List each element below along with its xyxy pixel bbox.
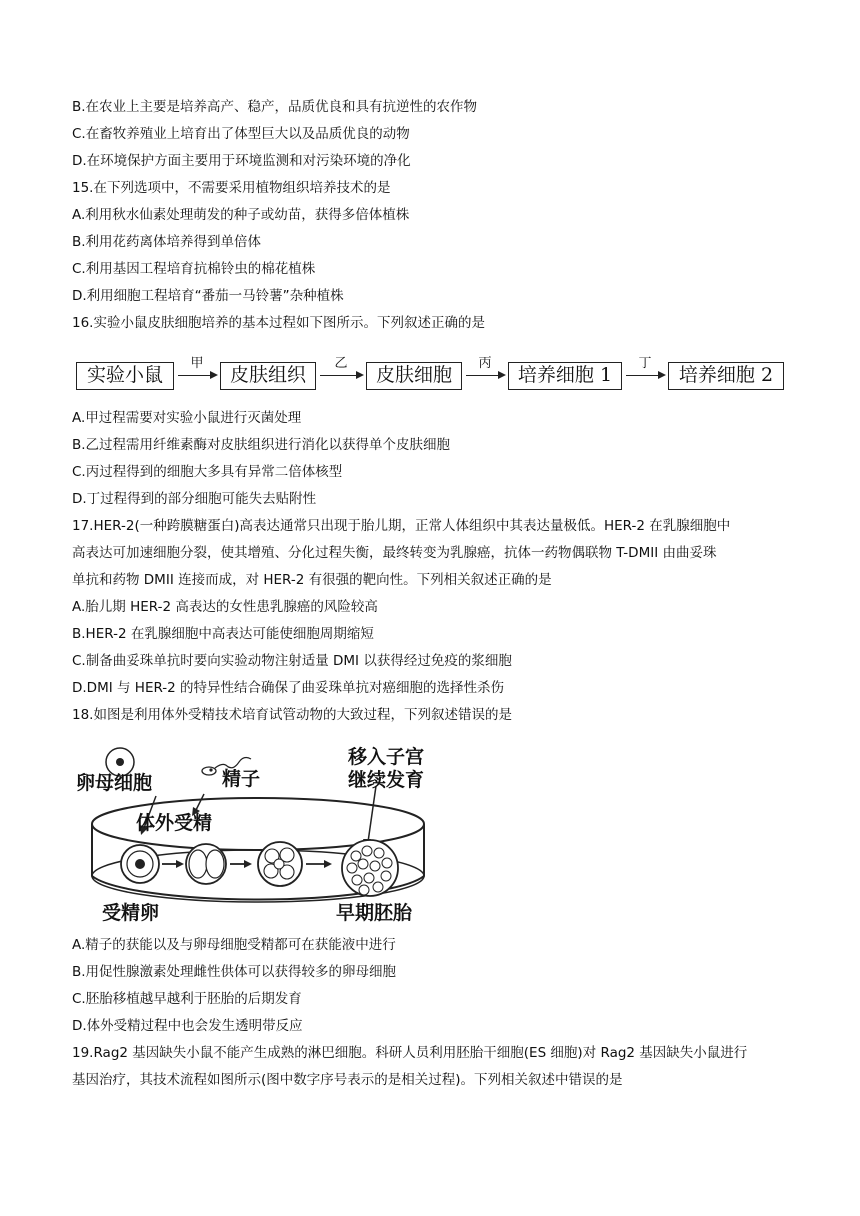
flow-box-tissue: 皮肤组织	[220, 362, 316, 390]
uterus-label-line2: 继续发育	[348, 769, 425, 791]
question-line: 17.HER-2(一种跨膜糖蛋白)高表达通常只出现于胎儿期，正常人体组织中其表达量极低。HER-2 在乳腺细胞中	[72, 518, 731, 534]
oocyte-label: 卵母细胞	[76, 772, 153, 794]
arrow-label: 甲	[190, 356, 204, 371]
question-line: 单抗和药物 DMII 连接而成，对 HER-2 有很强的靶向性。下列相关叙述正确的是	[72, 572, 552, 588]
multi-cell-embryo-drawing	[258, 842, 302, 886]
flow-arrow-yi	[318, 354, 364, 394]
flow-arrow-jia	[176, 354, 218, 394]
option-line: A.精子的获能以及与卵母细胞受精都可在获能液中进行	[72, 937, 396, 953]
option-line: B.在农业上主要是培养高产、稳产，品质优良和具有抗逆性的农作物	[72, 99, 478, 115]
early-embryo-label: 早期胚胎	[336, 902, 413, 924]
early-embryo-drawing	[342, 840, 398, 896]
option-line: C.丙过程得到的细胞大多具有异常二倍体核型	[72, 464, 343, 480]
arrow-label: 丁	[638, 356, 652, 371]
option-line: D.DMI 与 HER-2 的特异性结合确保了曲妥珠单抗对癌细胞的选择性杀伤	[72, 680, 505, 696]
question-line: 基因治疗，其技术流程如图所示(图中数字序号表示的是相关过程)。下列相关叙述中错误的是	[72, 1072, 623, 1088]
option-line: B.用促性腺激素处理雌性供体可以获得较多的卵母细胞	[72, 964, 397, 980]
option-line: C.利用基因工程培育抗棉铃虫的棉花植株	[72, 261, 316, 277]
option-line: C.在畜牧养殖业上培育出了体型巨大以及品质优良的动物	[72, 126, 410, 142]
question-line: 16.实验小鼠皮肤细胞培养的基本过程如下图所示。下列叙述正确的是	[72, 315, 485, 331]
ivf-figure	[74, 738, 434, 923]
option-line: C.制备曲妥珠单抗时要向实验动物注射适量 DMI 以获得经过免疫的浆细胞	[72, 653, 512, 669]
question-line: 19.Rag2 基因缺失小鼠不能产生成熟的淋巴细胞。科研人员利用胚胎干细胞(ES 细胞)对 Rag2 基因缺失小鼠进行	[72, 1045, 748, 1061]
flow-arrow-ding	[624, 354, 666, 394]
two-cell-embryo-drawing	[186, 844, 226, 884]
arrow-label: 丙	[478, 356, 492, 371]
option-line: C.胚胎移植越早越利于胚胎的后期发育	[72, 991, 302, 1007]
flow-box-culture-2: 培养细胞 2	[668, 362, 784, 390]
option-line: D.利用细胞工程培育“番茄一马铃薯”杂种植株	[72, 288, 344, 304]
option-line: B.乙过程需用纤维素酶对皮肤组织进行消化以获得单个皮肤细胞	[72, 437, 451, 453]
question-line: 15.在下列选项中，不需要采用植物组织培养技术的是	[72, 180, 391, 196]
option-line: D.丁过程得到的部分细胞可能失去贴附性	[72, 491, 317, 507]
arrow-label: 乙	[334, 356, 348, 371]
uterus-label-line1: 移入子宫	[348, 746, 425, 768]
option-line: A.胎儿期 HER-2 高表达的女性患乳腺癌的风险较高	[72, 599, 378, 615]
option-line: A.利用秋水仙素处理萌发的种子或幼苗，获得多倍体植株	[72, 207, 410, 223]
option-line: D.体外受精过程中也会发生透明带反应	[72, 1018, 303, 1034]
culture-flow-diagram	[76, 354, 786, 394]
flow-box-culture-1: 培养细胞 1	[508, 362, 622, 390]
flow-box-skin-cell: 皮肤细胞	[366, 362, 462, 390]
fertilization-label: 体外受精	[136, 812, 213, 834]
sperm-label: 精子	[222, 768, 261, 790]
option-line: A.甲过程需要对实验小鼠进行灭菌处理	[72, 410, 302, 426]
option-line: B.利用花药离体培养得到单倍体	[72, 234, 262, 250]
question-line: 18.如图是利用体外受精技术培育试管动物的大致过程，下列叙述错误的是	[72, 707, 512, 723]
zygote-drawing	[121, 845, 159, 883]
flow-arrow-bing	[464, 354, 506, 394]
flow-box-mouse: 实验小鼠	[76, 362, 174, 390]
option-line: B.HER-2 在乳腺细胞中高表达可能使细胞周期缩短	[72, 626, 374, 642]
option-line: D.在环境保护方面主要用于环境监测和对污染环境的净化	[72, 153, 411, 169]
question-line: 高表达可加速细胞分裂，使其增殖、分化过程失衡，最终转变为乳腺癌，抗体一药物偶联物 T-DMII 由曲妥珠	[72, 545, 717, 561]
zygote-label: 受精卵	[102, 902, 160, 924]
